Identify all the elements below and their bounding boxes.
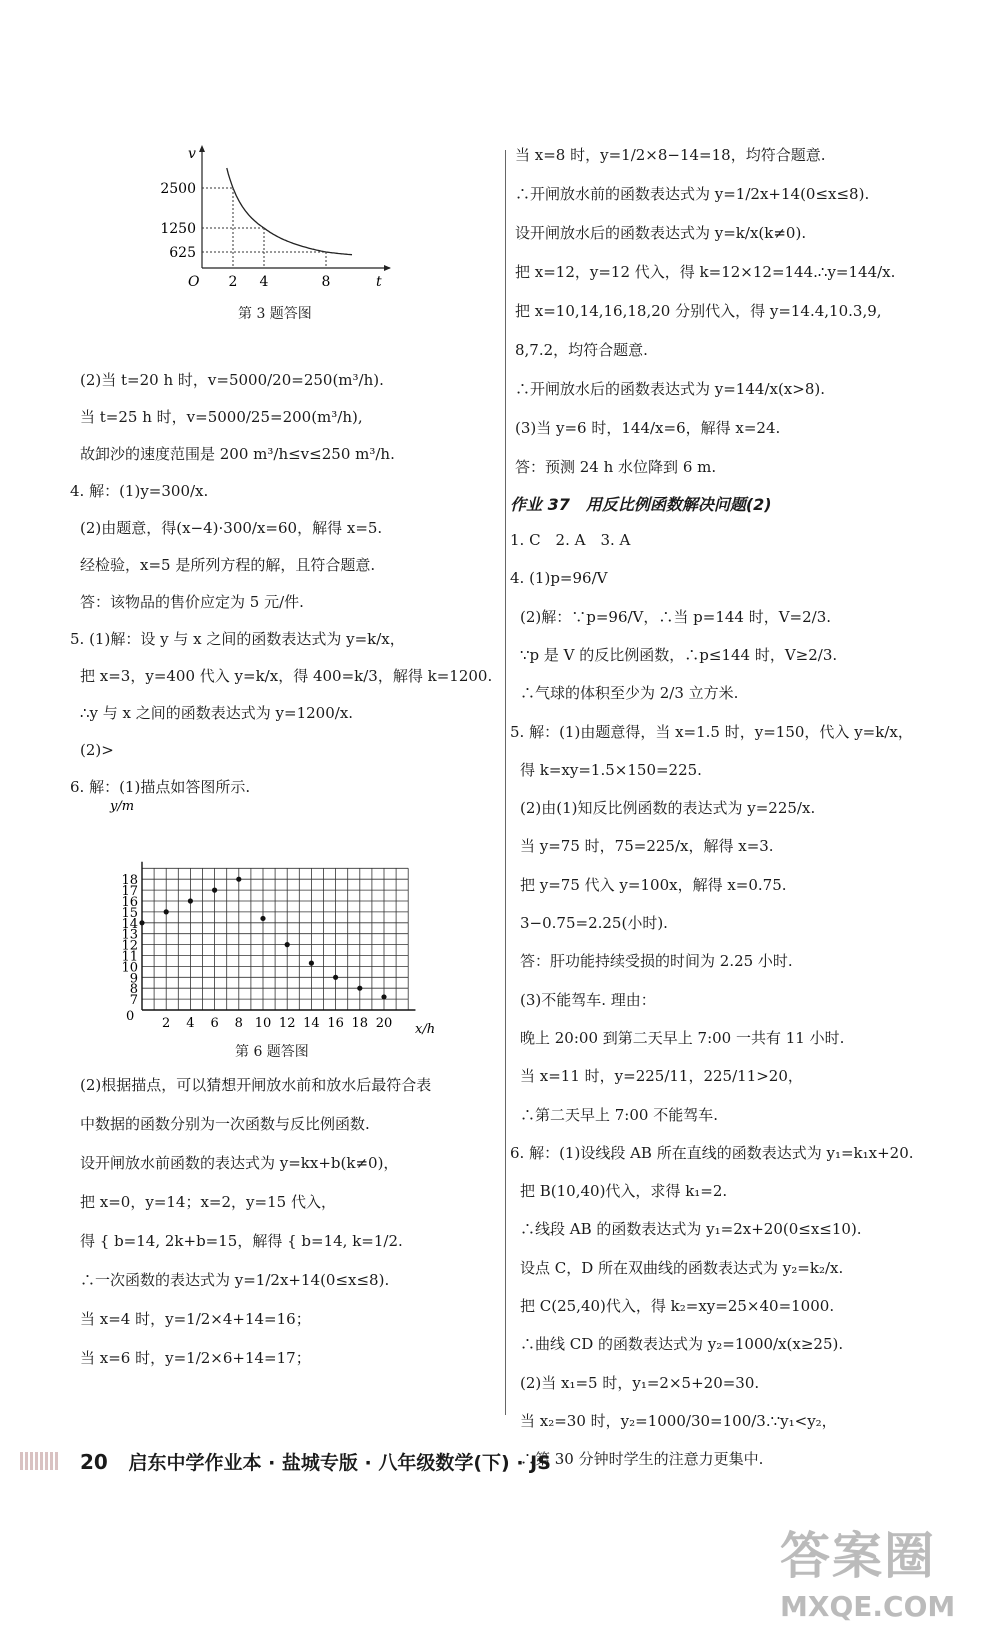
fig6-y-tick-label: 18 [121,873,138,889]
text-line: 把 x=0，y=14；x=2，y=15 代入， [80,1193,336,1211]
fig3-curve [227,168,352,255]
column-divider [505,150,506,1415]
section-heading-homework-37: 作业 37 用反比例函数解决问题(2) [510,495,772,514]
fig6-y-tick-label: 16 [121,895,138,910]
fig6-data-point [285,942,290,947]
text-line: 答：肝功能持续受损的时间为 2.25 小时. [520,952,793,971]
page-number: 20 [80,1450,108,1474]
fig6-y-tick-label: 15 [121,905,138,921]
page-footer [20,1448,551,1478]
fig3-x-tick-label: 8 [321,274,331,290]
book-title: 启东中学作业本 · 盐城专版 · 八年级数学(下) · JS [128,1452,551,1474]
text-line: 6. 解：(1)描点如答图所示. [70,778,251,796]
text-line: ∴开闸放水前的函数表达式为 y=1/2x+14(0≤x≤8). [515,185,870,203]
text-line: 设开闸放水前函数的表达式为 y=kx+b(k≠0)， [80,1154,399,1172]
fig6-data-point [333,975,338,980]
figure-6-caption: 第 6 题答图 [235,1044,309,1060]
text-line: ∴开闸放水后的函数表达式为 y=144/x(x>8). [515,380,825,398]
fig3-y-tick-label: 1250 [160,221,196,237]
fig6-x-tick-label: 2 [162,1016,171,1031]
text-line: 当 t=25 h 时，v=5000/25=200(m³/h), [80,408,363,426]
text-line: 故卸沙的速度范围是 200 m³/h≤v≤250 m³/h. [80,445,395,463]
fig3-x-axis-label: t [376,274,382,290]
figure-6-chart [70,798,490,1038]
fig6-data-point [357,986,362,991]
text-line: (2)> [80,741,114,759]
fig3-y-tick-label: 625 [169,245,196,261]
text-line: 经检验，x=5 是所列方程的解，且符合题意. [80,556,376,574]
text-line: 中数据的函数分别为一次函数与反比例函数. [80,1115,370,1133]
text-line: 把 y=75 代入 y=100x，解得 x=0.75. [520,875,787,894]
figure-3-chart [70,140,490,310]
figure-3-caption: 第 3 题答图 [238,306,312,322]
text-line: 晚上 20:00 到第二天早上 7:00 一共有 11 小时. [520,1028,845,1047]
fig6-x-tick-label: 16 [327,1016,344,1031]
fig6-y-tick-label: 7 [129,993,138,1009]
watermark [780,1525,970,1640]
text-line: 把 C(25,40)代入，得 k₂=xy=25×40=1000. [520,1297,835,1315]
text-line: 6. 解：(1)设线段 AB 所在直线的函数表达式为 y₁=k₁x+20. [510,1143,914,1162]
text-line: ∴第 30 分钟时学生的注意力更集中. [520,1450,764,1469]
fig3-y-arrow [199,145,205,152]
fig3-y-axis-label: v [188,146,196,162]
text-line: 答：预测 24 h 水位降到 6 m. [515,458,717,476]
fig6-x-tick-label: 10 [254,1016,272,1031]
text-line: ∴线段 AB 的函数表达式为 y₁=2x+20(0≤x≤10). [520,1220,862,1239]
text-line: (2)当 x₁=5 时，y₁=2×5+20=30. [520,1373,760,1392]
text-line: (2)由(1)知反比例函数的表达式为 y=225/x. [520,799,816,818]
text-line: 3−0.75=2.25(小时). [520,914,668,932]
fig6-y-tick-label: 8 [129,982,138,998]
text-line: 把 x=3，y=400 代入 y=k/x，得 400=k/3，解得 k=1200. [80,667,493,685]
fig6-y-tick-label: 12 [121,938,138,954]
text-line: ∴y 与 x 之间的函数表达式为 y=1200/x. [80,704,354,722]
fig3-y-tick-label: 2500 [160,181,196,197]
fig3-x-tick-label: 2 [228,274,238,290]
text-line: 把 x=12，y=12 代入，得 k=12×12=144.∴y=144/x. [515,263,896,281]
text-line: 得 { b=14, 2k+b=15，解得 { b=14, k=1/2. [80,1232,403,1250]
fig6-data-point [164,909,169,914]
fig6-origin-label: 0 [126,1009,135,1024]
fig6-data-point [381,994,386,999]
text-line: (3)不能驾车. 理由： [520,990,656,1009]
fig6-y-tick-label: 11 [121,949,138,965]
text-line: 答：该物品的售价应定为 5 元/件. [80,593,304,611]
text-line: ∴一次函数的表达式为 y=1/2x+14(0≤x≤8). [80,1271,390,1289]
fig6-x-tick-label: 20 [375,1016,393,1031]
text-line: (2)由题意，得(x−4)·300/x=60，解得 x=5. [80,519,383,537]
text-line: 5. (1)解：设 y 与 x 之间的函数表达式为 y=k/x， [70,630,405,648]
fig6-data-point [188,898,193,903]
fig6-x-axis-label: x/h [415,1022,436,1037]
fig6-data-point [309,961,314,966]
text-line: (2)根据描点，可以猜想开闸放水前和放水后最符合表 [80,1076,432,1094]
text-line: 设点 C，D 所在双曲线的函数表达式为 y₂=k₂/x. [520,1258,844,1277]
fig6-y-tick-label: 17 [121,884,138,900]
fig6-data-point [236,877,241,882]
text-line: (3)当 y=6 时，144/x=6，解得 x=24. [515,419,781,437]
fig3-x-arrow [384,265,391,271]
fig6-y-tick-label: 10 [121,960,138,976]
text-line: ∴第二天早上 7:00 不能驾车. [520,1105,718,1124]
text-line: 8,7.2，均符合题意. [515,341,648,359]
text-line: 4. (1)p=96/V [510,569,608,588]
text-line: ∴曲线 CD 的函数表达式为 y₂=1000/x(x≥25). [520,1335,844,1354]
text-line: 1. C 2. A 3. A [510,531,631,549]
text-line: 4. 解：(1)y=300/x. [70,482,209,500]
text-line: 当 y=75 时，75=225/x，解得 x=3. [520,837,774,856]
text-line: 当 x=6 时，y=1/2×6+14=17； [80,1349,311,1367]
text-line: 得 k=xy=1.5×150=225. [520,760,702,779]
text-line: 5. 解：(1)由题意得，当 x=1.5 时，y=150，代入 y=k/x， [510,722,913,741]
fig6-x-tick-label: 8 [234,1016,243,1031]
text-line: 把 x=10,14,16,18,20 分别代入，得 y=14.4,10.3,9, [515,302,882,320]
fig3-origin-label: O [188,274,200,290]
text-line: 把 B(10,40)代入，求得 k₁=2. [520,1182,728,1201]
fig6-data-point [212,888,217,893]
fig6-y-tick-label: 13 [121,927,138,943]
text-line: 设开闸放水后的函数表达式为 y=k/x(k≠0). [515,224,807,242]
fig6-x-tick-label: 14 [303,1016,320,1031]
text-line: (2)解：∵p=96/V，∴当 p=144 时，V=2/3. [520,607,832,626]
fig6-x-tick-label: 12 [278,1016,296,1031]
fig6-x-tick-label: 6 [210,1016,219,1031]
text-line: 当 x=8 时，y=1/2×8−14=18，均符合题意. [515,146,826,164]
text-line: ∴气球的体积至少为 2/3 立方米. [520,684,739,703]
watermark-logo-text: 答案圈 [780,1527,936,1585]
fig6-data-point [139,920,144,925]
text-line: ∵p 是 V 的反比例函数，∴p≤144 时，V≥2/3. [520,645,838,664]
text-line: (2)当 t=20 h 时，v=5000/20=250(m³/h). [80,371,384,389]
fig6-x-tick-label: 4 [186,1016,195,1031]
text-line: 当 x=11 时，y=225/11，225/11>20， [520,1067,803,1086]
text-line: 当 x₂=30 时，y₂=1000/30=100/3.∵y₁<y₂， [520,1411,837,1430]
fig6-data-point [260,916,265,921]
fig6-x-tick-label: 18 [351,1016,369,1031]
fig6-y-tick-label: 9 [129,971,138,987]
fig6-y-tick-label: 14 [121,916,138,932]
fig6-y-axis-label: y/m [110,799,135,814]
fig3-x-tick-label: 4 [259,274,269,290]
watermark-url: MXQE.COM [780,1590,956,1623]
text-line: 当 x=4 时，y=1/2×4+14=16； [80,1310,311,1328]
